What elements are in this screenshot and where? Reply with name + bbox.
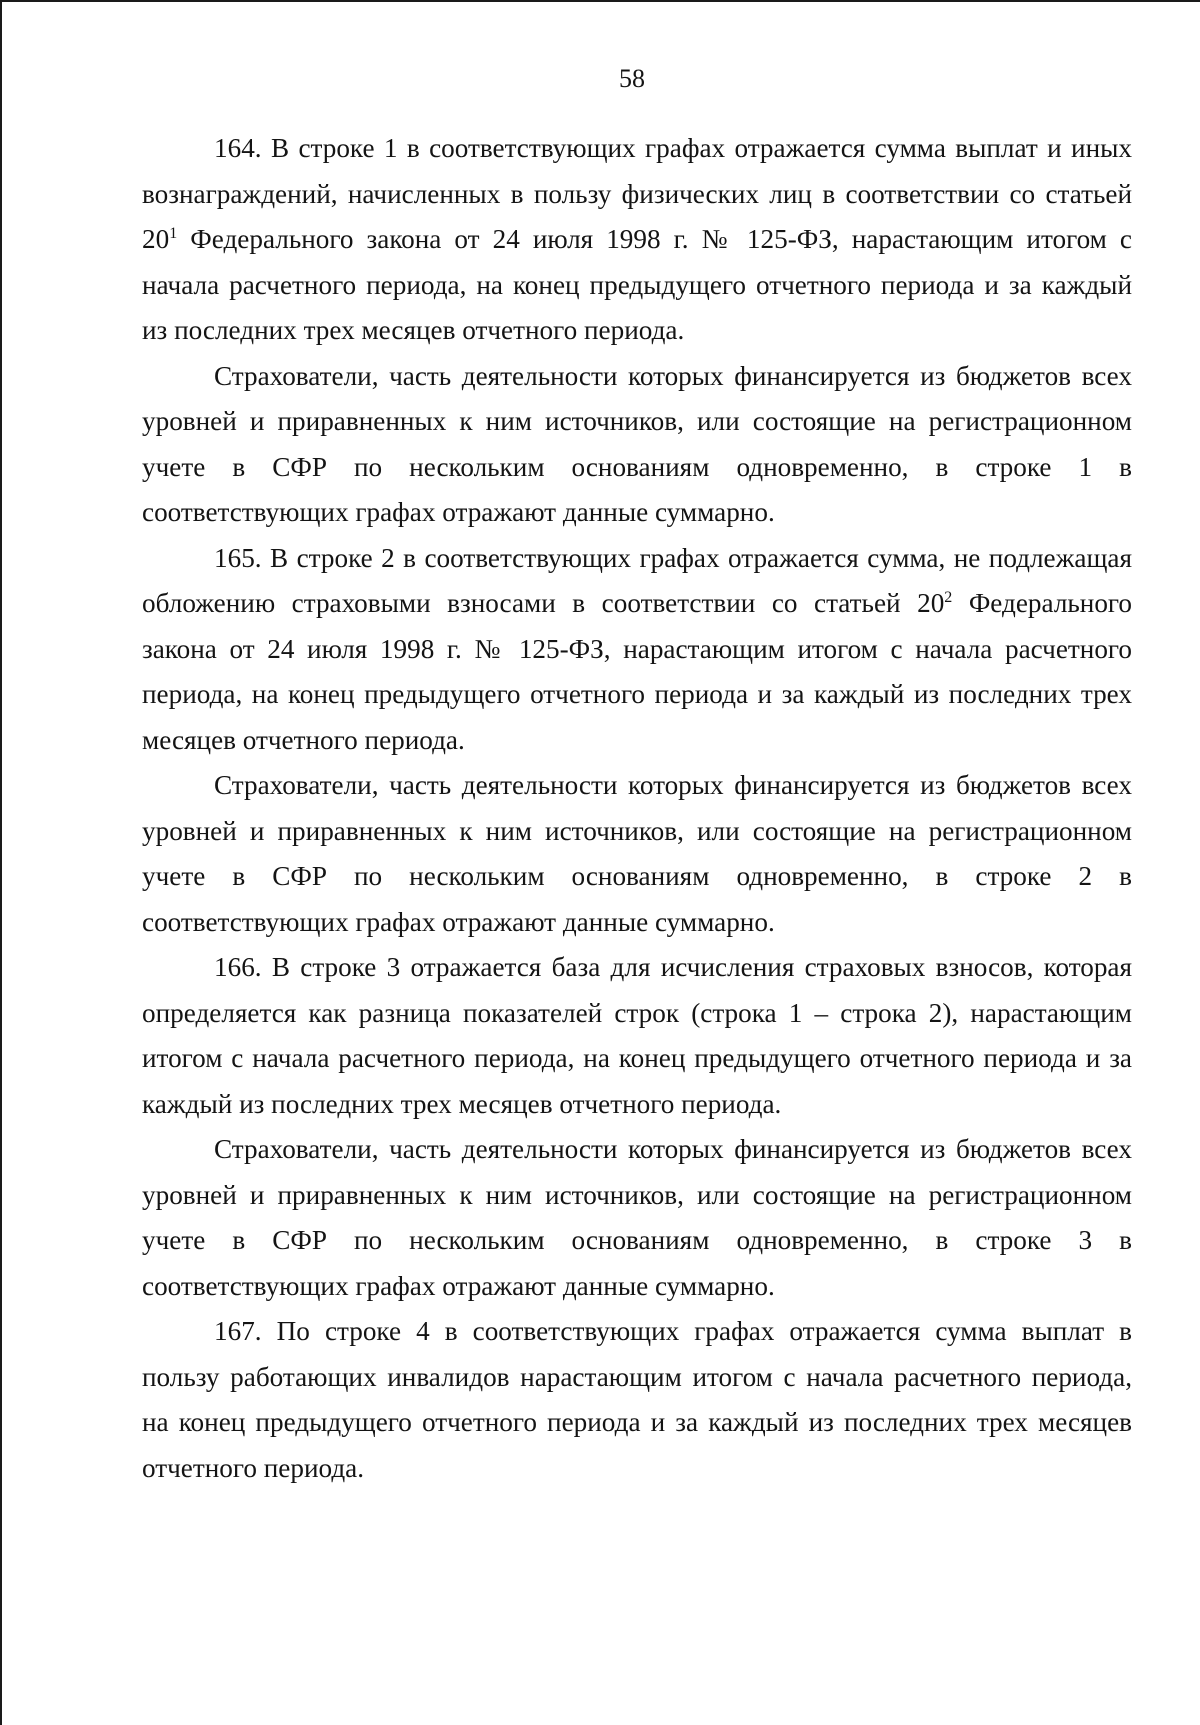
paragraph-165 <box>142 536 1132 764</box>
paragraph-164 <box>142 126 1132 354</box>
paragraph-166 <box>142 945 1132 1127</box>
paragraph-text: Федерального закона от 24 июля 1998 г. № 125-ФЗ, нарастающим итогом с начала расчетного периода, на конец предыдущего отчетного периода и за каждый из последних трех месяцев отчетного периода. <box>142 588 1132 755</box>
paragraph-165-insurers <box>142 763 1132 945</box>
paragraph-text: 164. В строке 1 в соответствующих графах отражается сумма выплат и иных вознаграждений, начисленных в пользу физических лиц в соответствии со статьей 20 <box>142 133 1132 254</box>
paragraph-167 <box>142 1309 1132 1491</box>
paragraph-text: Федерального закона от 24 июля 1998 г. № 125-ФЗ, нарастающим итогом с начала расчетного периода, на конец предыдущего отчетного периода и за каждый из последних трех месяцев отчетного периода. <box>142 224 1132 345</box>
paragraph-text: Страхователи, часть деятельности которых финансируется из бюджетов всех уровней и приравненных к ним источников, или состоящие на регистрационном учете в СФР по нескольким основаниям одновременно, в строке 3 в соответствующих графах отражают данные суммарно. <box>142 1134 1132 1301</box>
paragraph-text: Страхователи, часть деятельности которых финансируется из бюджетов всех уровней и приравненных к ним источников, или состоящие на регистрационном учете в СФР по нескольким основаниям одновременно, в строке 1 в соответствующих графах отражают данные суммарно. <box>142 360 1132 527</box>
paragraph-text: 167. По строке 4 в соответствующих графах отражается сумма выплат в пользу работающих инвалидов нарастающим итогом с начала расчетного периода, на конец предыдущего отчетного периода и за каждый из последних трех месяцев отчетного периода. <box>142 1316 1132 1483</box>
paragraph-text: 166. В строке 3 отражается база для исчисления страховых взносов, которая определяется как разница показателей строк (строка 1 – строка 2), нарастающим итогом с начала расчетного периода, на конец предыдущего отчетного периода и за каждый из последних трех месяцев отчетного периода. <box>142 952 1132 1119</box>
paragraph-164-insurers <box>142 354 1132 536</box>
page-number: 58 <box>619 64 645 93</box>
superscript: 2 <box>944 588 953 606</box>
document-body <box>142 126 1132 1491</box>
paragraph-166-insurers <box>142 1127 1132 1309</box>
paragraph-text: Страхователи, часть деятельности которых финансируется из бюджетов всех уровней и приравненных к ним источников, или состоящие на регистрационном учете в СФР по нескольким основаниям одновременно, в строке 2 в соответствующих графах отражают данные суммарно. <box>142 770 1132 937</box>
superscript: 1 <box>169 224 178 242</box>
paragraph-text: 165. В строке 2 в соответствующих графах отражается сумма, не подлежащая обложению страховыми взносами в соответствии со статьей 20 <box>142 542 1132 618</box>
